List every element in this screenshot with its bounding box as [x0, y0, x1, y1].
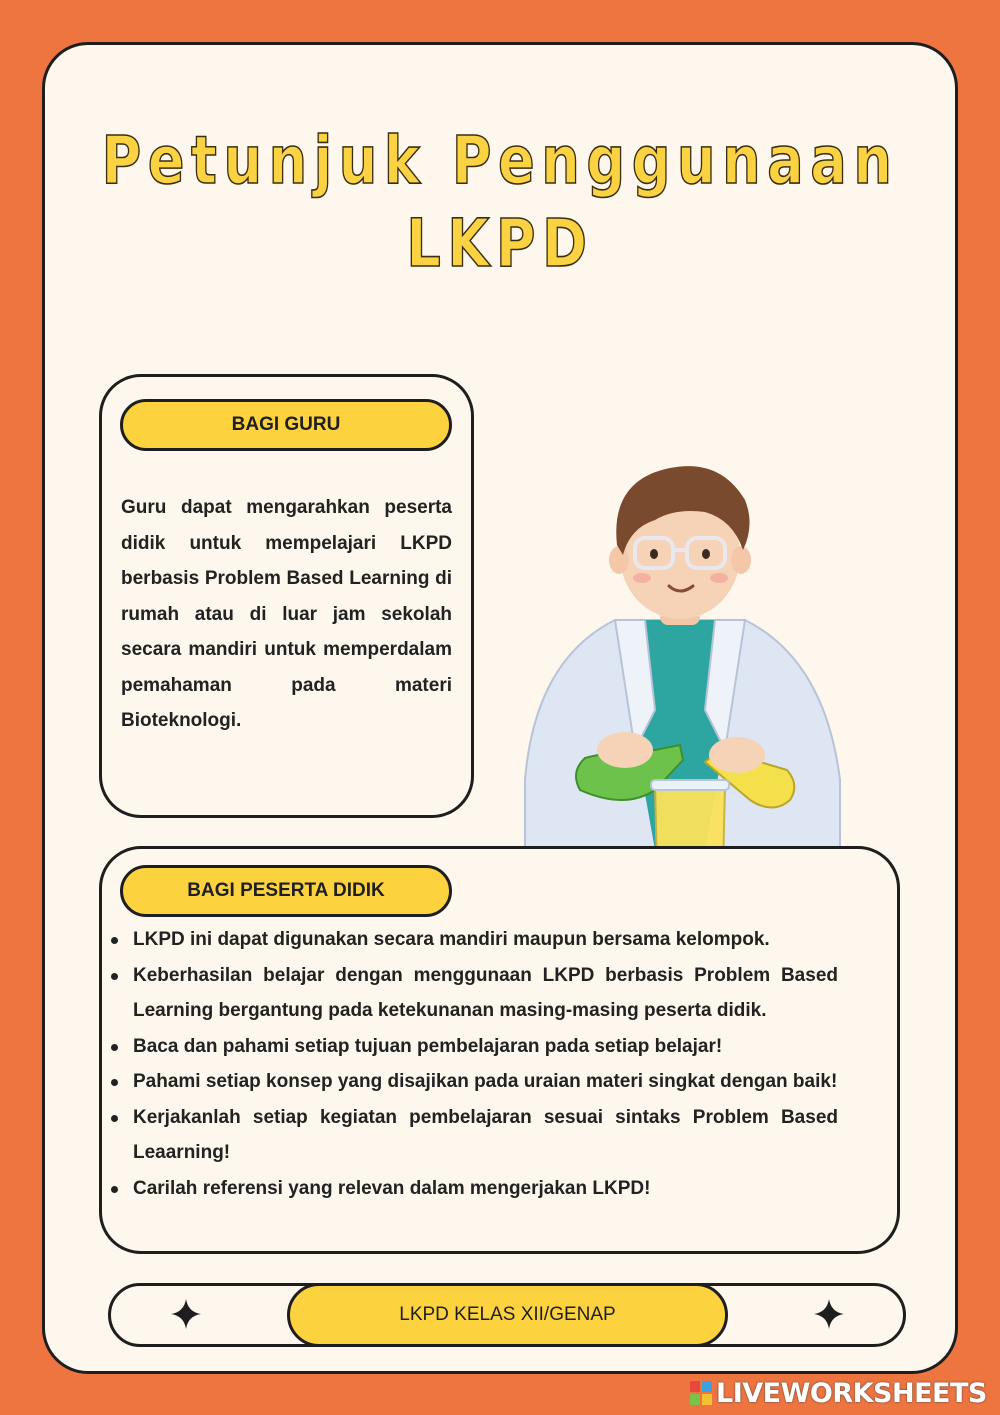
siswa-heading: BAGI PESERTA DIDIK	[120, 865, 452, 917]
list-item: Baca dan pahami setiap tujuan pembelajaran pada setiap belajar!	[108, 1029, 838, 1065]
page-title-line1: Petunjuk Penggunaan	[101, 122, 899, 199]
guru-heading: BAGI GURU	[120, 399, 452, 451]
list-item: Kerjakanlah setiap kegiatan pembelajaran sesuai sintaks Problem Based Leaarning!	[108, 1100, 838, 1171]
list-item: Carilah referensi yang relevan dalam mengerjakan LKPD!	[108, 1171, 838, 1207]
scientist-illustration	[505, 450, 855, 880]
footer-label: LKPD KELAS XII/GENAP	[287, 1283, 728, 1347]
list-item: Pahami setiap konsep yang disajikan pada uraian materi singkat dengan baik!	[108, 1064, 838, 1100]
liveworksheets-logo-icon	[690, 1381, 712, 1405]
siswa-instruction-list	[108, 922, 838, 1206]
watermark-text: LIVEWORKSHEETS	[716, 1377, 987, 1409]
list-item: LKPD ini dapat digunakan secara mandiri maupun bersama kelompok.	[108, 922, 838, 958]
watermark	[690, 1376, 987, 1410]
page-title-line2: LKPD	[406, 205, 594, 282]
list-item: Keberhasilan belajar dengan menggunaan LKPD berbasis Problem Based Learning bergantung pada ketekunanan masing-masing peserta didik.	[108, 958, 838, 1029]
sparkle-icon	[813, 1298, 845, 1330]
guru-description: Guru dapat mengarahkan peserta didik untuk mempelajari LKPD berbasis Problem Based Learning di rumah atau di luar jam sekolah secara mandiri untuk memperdalam pemahaman pada materi Bioteknologi.	[121, 497, 452, 731]
sparkle-icon	[170, 1298, 202, 1330]
